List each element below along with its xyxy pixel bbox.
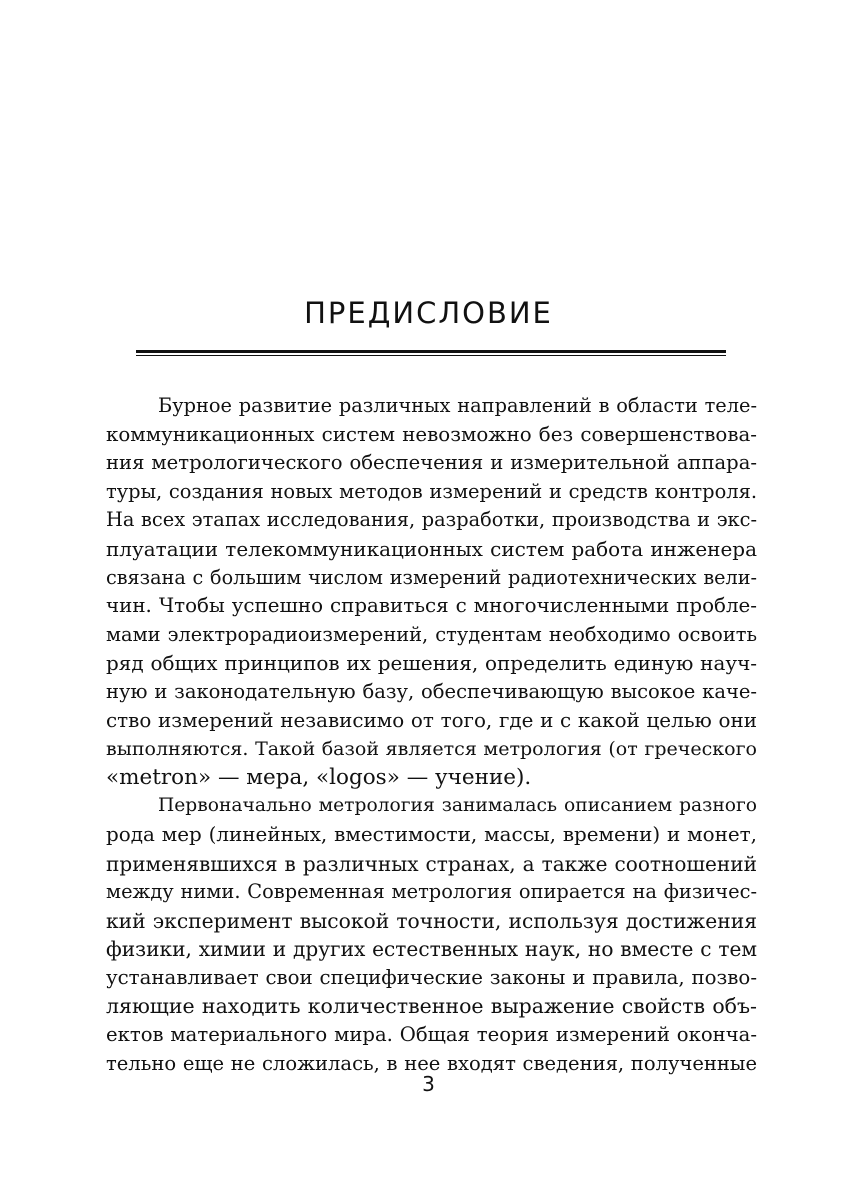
paragraph-2 [106,792,757,1078]
text-line: На всех этапах исследования, разработки, производства и экс- [106,508,757,532]
text-line: мами электрорадиоизмерений, студентам необходимо освоить [106,622,757,646]
text-line: «metron» — мера, «logos» — учение). [106,764,532,790]
page-title: ПРЕДИСЛОВИЕ [304,296,553,330]
text-line: коммуникационных систем невозможно без совершенствова- [106,422,757,446]
title-rule-thin [136,355,726,356]
text-line: между ними. Современная метрология опирается на физичес- [106,880,757,904]
text-line: выполняются. Такой базой является метрология (от греческого [106,738,757,761]
text-line: связана с большим числом измерений радиотехнических вели- [106,565,757,589]
paragraph-1 [106,392,757,792]
text-line: Бурное развитие различных направлений в области теле- [158,394,757,417]
text-line: применявшихся в различных странах, а также соотношений [106,851,757,876]
text-line: рода мер (линейных, вместимости, массы, времени) и монет, [106,822,757,846]
text-line: ство измерений независимо от того, где и с какой целью они [106,708,757,732]
text-line: ряд общих принципов их решения, определить единую науч- [106,651,757,676]
text-line: ния метрологического обеспечения и измерительной аппара- [106,451,757,475]
body-text [106,392,757,1078]
text-line: ляющие находить количественное выражение свойств объ- [106,994,757,1019]
text-line: Первоначально метрология занималась описанием разного [158,795,757,817]
text-line: тельно еще не сложилась, в нее входят сведения, полученные [106,1051,757,1075]
text-line: плуатации телекоммуникационных систем работа инженера [106,536,757,561]
text-line: ектов материального мира. Общая теория измерений оконча- [106,1023,757,1047]
text-line: чин. Чтобы успешно справиться с многочисленными пробле- [106,594,757,618]
title-rule-thick [136,350,726,353]
text-line: кий эксперимент высокой точности, используя достижения [106,908,757,933]
text-line: туры, создания новых методов измерений и средств контроля. [106,479,757,503]
text-line: устанавливает свои специфические законы и правила, позво- [106,965,757,989]
text-line: ную и законодательную базу, обеспечивающую высокое каче- [106,679,757,703]
page-number: 3 [422,1072,435,1096]
text-line: физики, химии и других естественных наук, но вместе с тем [106,937,757,962]
